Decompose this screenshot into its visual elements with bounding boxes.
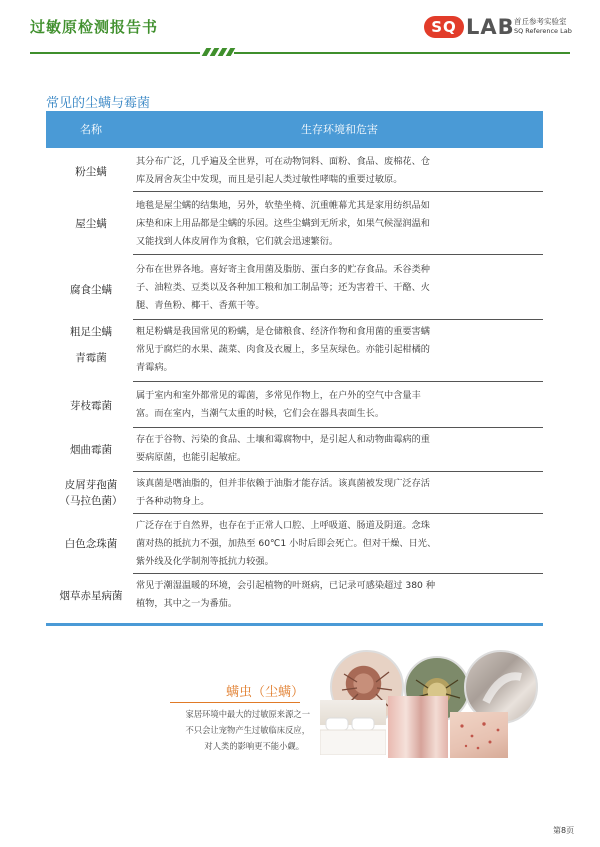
row-name: 白色念珠菌 — [64, 538, 118, 550]
mite-title: 螨虫（尘螨） — [226, 685, 305, 700]
row-divider — [133, 254, 543, 255]
row-desc: 常见于潮湿温暖的环境，会引起植物的叶斑病，已记录可感染超过 380 种 植物，其中之一为番茄。 — [136, 580, 436, 609]
row-desc: 该真菌是嗜油脂的，但并非依赖于油脂才能存活。该真菌被发现广泛存活 于各种动物身上。 — [136, 478, 430, 507]
logo-lab: LAB — [466, 15, 515, 39]
logo-english-name: SQ Reference Lab — [514, 27, 572, 35]
row-divider — [133, 319, 543, 320]
header-divider — [30, 52, 570, 54]
row-name: 粉尘螨 — [75, 166, 107, 178]
report-title: 过敏原检测报告书 — [30, 18, 159, 36]
row-desc: 地毯是屋尘螨的结集地，另外，软垫坐椅、沉重帷幕尤其是家用纺织品如 床垫和床上用品都是尘螨的乐园。这些尘螨到无所求，如果气候湿润温和 又能找到人体皮屑作为食粮，它们就会迅速繁衍。 — [136, 200, 430, 247]
row-divider — [133, 471, 543, 472]
row-divider — [133, 513, 543, 514]
bed-photo — [320, 700, 386, 755]
row-desc: 其分布广泛，几乎遍及全世界，可在动物饲料、面粉、食品、废棉花、仓 库及屑舍灰尘中发现，而且是引起人类过敏性哮喘的重要过敏原。 — [136, 156, 430, 185]
row-name: 青霉菌 — [75, 352, 107, 364]
row-desc: 常见于腐烂的水果、蔬菜、肉食及衣履上，多呈灰绿色。亦能引起柑橘的 青霉病。 — [136, 344, 430, 373]
header-divider-accent — [200, 48, 234, 56]
row-name: 烟曲霉菌 — [70, 444, 112, 456]
row-divider — [133, 191, 543, 192]
table-header — [46, 111, 543, 148]
row-desc: 存在于谷物、污染的食品、土壤和霉腐物中，是引起人和动物曲霉病的重 要病原菌，也能引起敏症。 — [136, 434, 430, 463]
logo-sq: SQ — [424, 16, 464, 38]
mite-title-underline — [170, 702, 300, 703]
row-desc: 分布在世界各地。喜好寄主食用菌及脂肪、蛋白多的贮存食品。禾谷类种 子、油粒类、豆类以及各种加工粮和加工制品等；还为害着干、干酪、火 腿、青鱼粉、椰干、香蕉干等。 — [136, 264, 430, 311]
section-title: 常见的尘螨与霉菌 — [46, 96, 151, 111]
logo-chinese-name: 首丘参考实验室 — [514, 17, 567, 26]
row-name: 腐食尘螨 — [70, 284, 112, 296]
rash-skin-photo — [450, 712, 508, 758]
row-desc: 广泛存在于自然界，也存在于正常人口腔、上呼吸道、肠道及阴道。念珠 菌对热的抵抗力不强，加热至 60℃1 小时后即会死亡。但对干燥、日光、 紫外线及化学制剂等抵抗力较强。 — [136, 520, 437, 567]
row-name: 芽枝霉菌 — [70, 400, 112, 412]
row-divider — [133, 573, 543, 574]
row-divider — [133, 427, 543, 428]
header-name: 名称 — [80, 123, 102, 136]
table-bottom-border — [46, 623, 543, 626]
row-divider — [133, 381, 543, 382]
page-number: 第8页 — [553, 826, 575, 835]
lab-logo — [424, 14, 574, 42]
mite-description: 家居环境中最大的过敏原来源之一 不只会让宠物产生过敏临床反应， 对人类的影响更不能小觑。 — [185, 709, 310, 751]
row-desc: 属于室内和室外都常见的霉菌，多常见作物上，在户外的空气中含量丰 富。而在室内，当潮气太重的时候，它们会在器具表面生长。 — [136, 390, 421, 419]
header-desc: 生存环境和危害 — [301, 123, 378, 136]
row-name: 粗足尘螨 — [70, 326, 112, 338]
curtain-photo — [388, 696, 448, 758]
row-name: 烟草赤星病菌 — [59, 590, 123, 602]
row-desc: 粗足粉螨是我国常见的粉螨，是仓储粮食、经济作物和食用菌的重要害螨 — [136, 326, 430, 337]
row-name: 屋尘螨 — [75, 218, 107, 230]
row-name: 皮屑芽孢菌 （马拉色菌） — [59, 479, 123, 507]
